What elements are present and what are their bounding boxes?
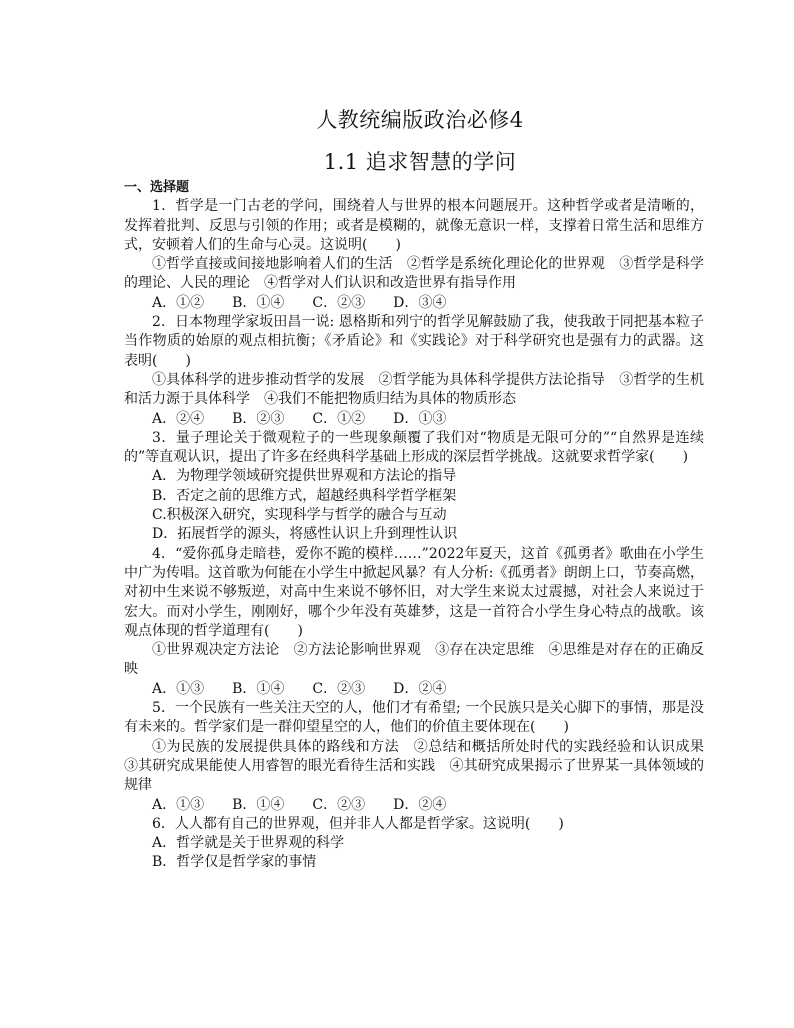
answer-choices: A．①③ B．①④ C．②③ D．②④ [152, 796, 447, 813]
question-6 [124, 815, 704, 873]
document-title: 人教统编版政治必修4 [316, 108, 524, 132]
question-5 [124, 699, 718, 815]
question-4 [124, 545, 704, 699]
question-stem: 5．一个民族有一些关注天空的人，他们才有希望; 一个民族只是关心脚下的事情，那是没有未来的。哲学家们是一群仰望星空的人，他们的价值主要体现在( ) [124, 700, 704, 736]
question-stem: 4．“爱你孤身走暗巷，爱你不跪的模样……”2022年夏天，这首《孤勇者》歌曲在小学生中广为传唱。这首歌为何能在小学生中掀起风暴？有人分析:《孤勇者》朗朗上口，节奏高燃，对初中生来说不够叛逆，对高中生来说不够怀旧，对大学生来说太过震撼，对社会人来说过于宏大。而对小学生，刚刚好，哪个少年没有英雄梦，这是一首符合小学生身心特点的战歌。该观点体现的哲学道理有( ) [124, 545, 704, 639]
question-statements: ①世界观决定方法论 ②方法论影响世界观 ③存在决定思维 ④思维是对存在的正确反映 [124, 642, 704, 678]
question-2 [124, 313, 704, 429]
answer-option: B．哲学仅是哲学家的事情 [152, 854, 317, 871]
answer-option: B．否定之前的思维方式，超越经典科学哲学框架 [152, 487, 457, 504]
answer-choices: A．②④ B．②③ C．①② D．①③ [152, 410, 447, 427]
answer-option: A．哲学就是关于世界观的科学 [152, 835, 345, 852]
section-heading: 一、选择题 [124, 180, 190, 195]
answer-option: C.积极深入研究，实现科学与哲学的融合与互动 [152, 507, 447, 524]
answer-choices: A．①② B．①④ C．②③ D．③④ [152, 294, 447, 311]
question-statements: ①具体科学的进步推动哲学的发展 ②哲学能为具体科学提供方法论指导 ③哲学的生机和活力源于具体科学 ④我们不能把物质归结为具体的物质形态 [124, 371, 704, 408]
question-statements: ①哲学直接或间接地影响着人们的生活 ②哲学是系统化理论化的世界观 ③哲学是科学的理论、人民的理论 ④哲学对人们认识和改造世界有指导作用 [124, 256, 704, 292]
question-statements: ①为民族的发展提供具体的路线和方法 ②总结和概括所处时代的实践经验和认识成果 ③其研究成果能使人用睿智的眼光看待生活和实践 ④其研究成果揭示了世界某一具体领域的规律 [124, 738, 718, 794]
question-stem: 3．量子理论关于微观粒子的一些现象颠覆了我们对“物质是无限可分的”“自然界是连续的”等直观认识，提出了许多在经典科学基础上形成的深层哲学挑战。这就要求哲学家( ) [124, 429, 704, 466]
question-list [124, 178, 718, 873]
question-stem: 6．人人都有自己的世界观，但并非人人都是哲学家。这说明( ) [152, 815, 564, 832]
question-3 [124, 429, 704, 545]
question-stem: 2．日本物理学家坂田昌一说: 恩格斯和列宁的哲学见解鼓励了我，使我敢于同把基本粒子当作物质的始原的观点相抗衡；《矛盾论》和《实践论》对于科学研究也是强有力的武器。这表明( ) [124, 314, 704, 369]
lesson-title: 1.1 追求智慧的学问 [323, 150, 517, 174]
question-stem: 1．哲学是一门古老的学问，围绕着人与世界的根本问题展开。这种哲学或者是清晰的，发挥着批判、反思与引领的作用；或者是模糊的，就像无意识一样，支撑着日常生活和思维方式，安顿着人们的生命与心灵。这说明( ) [124, 198, 704, 253]
answer-option: A．为物理学领域研究提供世界观和方法论的指导 [152, 468, 457, 485]
answer-choices: A．①③ B．①④ C．②③ D．②④ [152, 680, 447, 697]
answer-option: D．拓展哲学的源头，将感性认识上升到理性认识 [152, 526, 458, 543]
question-1 [124, 197, 704, 313]
